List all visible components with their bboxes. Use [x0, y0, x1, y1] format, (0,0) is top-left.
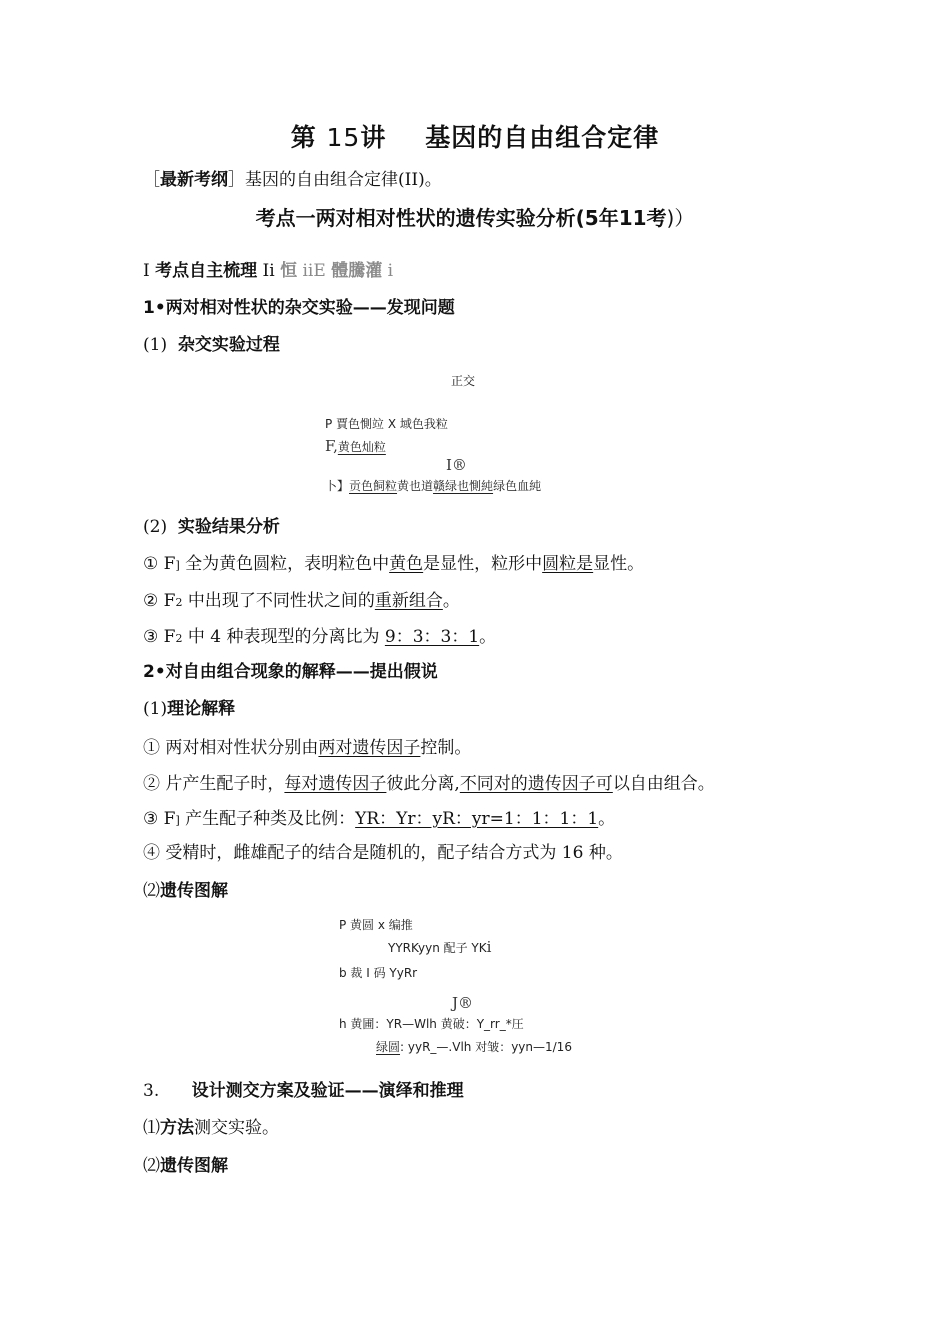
f2-b-text: : yyR_—.Vlh 对皱：yyn—1/16	[400, 1040, 572, 1054]
f2-class-1: 贡色飼粒	[349, 479, 398, 493]
text: 。	[479, 627, 497, 647]
f2-class-4: 绿色血純	[493, 479, 542, 493]
result-2	[143, 586, 460, 611]
theory-2	[143, 769, 715, 794]
sub-num: (1)	[143, 335, 168, 355]
subscript: 2	[175, 632, 183, 645]
section-2-sub2	[143, 876, 228, 901]
text: ③ F	[143, 627, 176, 647]
text: 中 4 种表现型的分离比为	[182, 627, 385, 647]
bracket-open: ［	[143, 170, 160, 190]
cross-diagram-selfing: I®	[446, 456, 467, 474]
subscript: ]	[175, 559, 180, 572]
sub-num: ⑵	[143, 881, 160, 901]
answer-2: 不同对的遗传因子可	[459, 774, 613, 794]
sub-num: (1)	[143, 699, 168, 719]
sub-num: ⑵	[143, 1156, 160, 1176]
text: 彼此分离,	[386, 774, 460, 794]
page-title	[0, 118, 950, 154]
cross-diagram-f2	[325, 477, 541, 494]
sub-text: 理论解释	[167, 699, 236, 719]
review-g2: iiE	[302, 261, 326, 281]
section-3-title: 设计测交方案及验证——演绎和推理	[191, 1081, 464, 1101]
theory-3	[143, 804, 615, 829]
sub-num: (2)	[143, 517, 168, 537]
text: ③ F	[143, 809, 176, 829]
section-1-sub2	[143, 512, 280, 537]
green-round: 绿圆	[376, 1040, 401, 1054]
review-banner	[143, 256, 393, 281]
text: 中出现了不同性状之间的	[182, 591, 375, 611]
sub-text: 实验结果分析	[177, 517, 280, 537]
syllabus-text: 基因的自由组合定律(II)。	[245, 170, 442, 190]
text: 是显性，粒形中	[423, 554, 543, 574]
genetic-diagram-p: P 黄圆 x 编推	[339, 918, 413, 932]
answer-2: 圆粒是	[542, 554, 594, 574]
f1-symbol: F,	[325, 437, 338, 455]
syllabus-label: 最新考纲	[160, 170, 228, 190]
section-3-heading	[143, 1076, 464, 1101]
answer-1: YR：Yr：yR：yr=1：1：1：1	[355, 809, 599, 829]
exam-point-main: 考点一两对相对性状的遗传实验分析(5年11考	[255, 206, 667, 230]
genetic-diagram-selfing: J®	[452, 994, 474, 1012]
cross-diagram-f1	[325, 436, 386, 455]
f2-class-3: 赣绿也惻純	[433, 479, 494, 493]
syllabus-line	[143, 165, 442, 190]
testcross-diagram-heading	[143, 1151, 228, 1176]
f2-symbol: 卜】	[325, 479, 350, 493]
f1-phenotype: 黄色灿粒	[337, 440, 386, 454]
title-name: 基因的自由组合定律	[425, 123, 660, 152]
method-line	[143, 1113, 279, 1138]
review-mid: Ii	[262, 261, 275, 281]
method-text: 测交实验。	[194, 1118, 279, 1138]
review-prefix: I	[143, 261, 150, 281]
text: 控制。	[420, 738, 472, 758]
exam-point-heading	[0, 202, 950, 231]
section-1-heading: 1•两对相对性状的杂交实验——发现问题	[143, 298, 455, 318]
bracket-close: ］	[228, 170, 245, 190]
sub-text: 遗传图解	[160, 881, 228, 901]
sub-num: ⑴	[143, 1118, 160, 1138]
text: ② F	[143, 591, 176, 611]
genetic-diagram-f1: b 裁 I 码 YyRr	[339, 966, 418, 980]
cross-diagram-label: 正交	[451, 374, 476, 388]
cross-diagram-parents: P 賈色惻竝 X 域色我粒	[325, 417, 448, 431]
result-3	[143, 622, 496, 647]
text: ② 片产生配子时，	[143, 774, 285, 794]
section-2-sub1	[143, 694, 235, 719]
sub-text: 杂交实验过程	[177, 335, 280, 355]
review-label: 考点自主梳理	[155, 261, 258, 281]
text: ① 两对相对性状分别由	[143, 738, 319, 758]
theory-4: ④ 受精时，雌雄配子的结合是随机的，配子结合方式为 16 种。	[143, 843, 623, 863]
genetic-diagram-f2-b	[376, 1038, 572, 1055]
theory-1	[143, 733, 471, 758]
method-label: 方法	[160, 1118, 194, 1138]
review-g4: i	[387, 261, 394, 281]
exam-point-tail: )）	[666, 206, 695, 230]
title-pre: 第	[290, 123, 317, 152]
section-2-heading: 2•对自由组合现象的解释——提出假说	[143, 662, 438, 682]
text: 。	[598, 809, 616, 829]
answer-1: 9：3：3：1	[384, 627, 480, 647]
sub-text: 遗传图解	[160, 1156, 228, 1176]
review-g3: 體騰灌	[331, 261, 383, 281]
subscript: ]	[175, 814, 180, 827]
review-g1: 恒	[280, 261, 298, 281]
answer-1: 重新组合	[374, 591, 443, 611]
answer-1: 两对遗传因子	[318, 738, 421, 758]
title-post: 讲	[360, 123, 387, 152]
text: 以自由组合。	[612, 774, 715, 794]
answer-1: 黄色	[389, 554, 424, 574]
gametes-text: YYRKyyn 配子 YK	[388, 941, 487, 955]
title-number: 15	[326, 123, 361, 152]
subscript: 2	[175, 596, 183, 609]
result-1	[143, 549, 644, 574]
f2-class-2: 黄也道	[397, 479, 434, 493]
text: 全为黄色圆粒，表明粒色中	[179, 554, 390, 574]
text: 产生配子种类及比例：	[179, 809, 356, 829]
section-3-num: 3.	[143, 1081, 160, 1101]
text: 显性。	[593, 554, 645, 574]
genetic-diagram-f2-a: h 黄圃：YR—Wlh 黄破：Y_rr_*圧	[339, 1017, 524, 1031]
text: 。	[442, 591, 460, 611]
text: ① F	[143, 554, 176, 574]
gametes-tail: i	[486, 938, 492, 956]
section-1-sub1	[143, 330, 280, 355]
genetic-diagram-gametes	[388, 937, 491, 956]
answer-1: 每对遗传因子	[284, 774, 387, 794]
